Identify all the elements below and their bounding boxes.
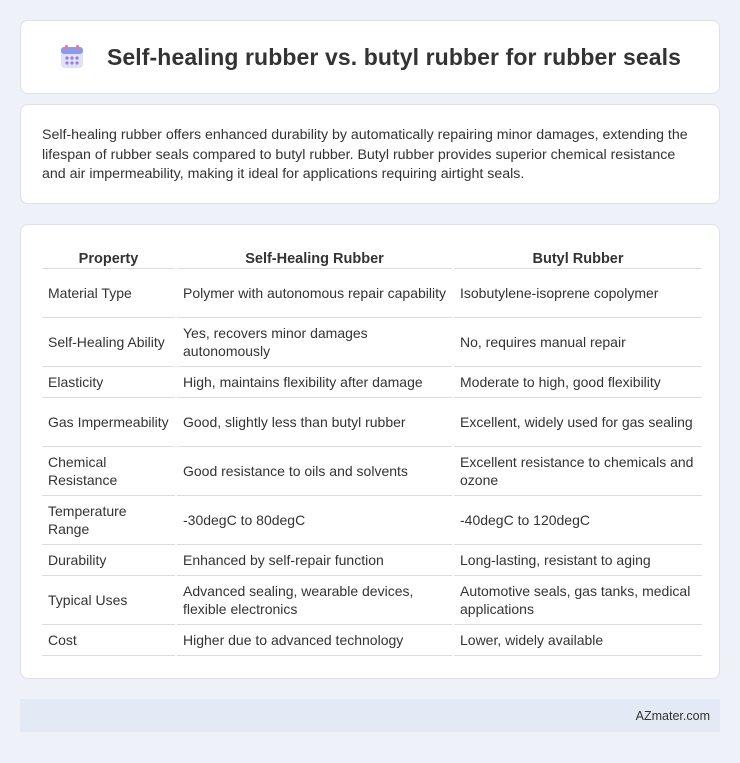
table-cell-property: Material Type	[42, 269, 175, 318]
table-row	[42, 545, 702, 576]
table-cell: Advanced sealing, wearable devices, flexible electronics	[177, 576, 452, 625]
table-cell: Automotive seals, gas tanks, medical applications	[454, 576, 702, 625]
table-cell: -40degC to 120degC	[454, 496, 702, 545]
table-cell-property: Elasticity	[42, 367, 175, 398]
table-cell-property: Gas Impermeability	[42, 398, 175, 447]
summary-card	[20, 104, 720, 204]
table-row	[42, 576, 702, 625]
table-cell: Lower, widely available	[454, 625, 702, 656]
table-cell-property: Self-Healing Ability	[42, 318, 175, 367]
comparison-table	[40, 245, 704, 656]
table-cell: -30degC to 80degC	[177, 496, 452, 545]
table-cell-property: Cost	[42, 625, 175, 656]
table-row	[42, 398, 702, 447]
table-cell: Good, slightly less than butyl rubber	[177, 398, 452, 447]
table-cell: Excellent, widely used for gas sealing	[454, 398, 702, 447]
table-cell-property: Typical Uses	[42, 576, 175, 625]
comparison-table-card	[20, 224, 720, 679]
table-cell-property: Durability	[42, 545, 175, 576]
table-cell-property: Chemical Resistance	[42, 447, 175, 496]
table-cell: No, requires manual repair	[454, 318, 702, 367]
table-row	[42, 318, 702, 367]
table-cell: Good resistance to oils and solvents	[177, 447, 452, 496]
column-header-butyl: Butyl Rubber	[454, 245, 702, 269]
table-row	[42, 625, 702, 656]
table-cell-property: Temperature Range	[42, 496, 175, 545]
column-header-property: Property	[42, 245, 175, 269]
page-title: Self-healing rubber vs. butyl rubber for rubber seals	[106, 43, 682, 70]
table-row	[42, 447, 702, 496]
footer-bar	[20, 699, 720, 732]
table-cell: Yes, recovers minor damages autonomously	[177, 318, 452, 367]
table-cell: Moderate to high, good flexibility	[454, 367, 702, 398]
table-row	[42, 367, 702, 398]
table-cell: Excellent resistance to chemicals and ozone	[454, 447, 702, 496]
table-row	[42, 269, 702, 318]
table-cell: Polymer with autonomous repair capability	[177, 269, 452, 318]
table-header-row	[42, 245, 702, 269]
table-cell: Isobutylene-isoprene copolymer	[454, 269, 702, 318]
column-header-self-healing: Self-Healing Rubber	[177, 245, 452, 269]
calendar-icon	[59, 44, 85, 70]
title-card	[20, 20, 720, 94]
table-cell: Higher due to advanced technology	[177, 625, 452, 656]
table-cell: Long-lasting, resistant to aging	[454, 545, 702, 576]
table-cell: High, maintains flexibility after damage	[177, 367, 452, 398]
table-row	[42, 496, 702, 545]
summary-text: Self-healing rubber offers enhanced durability by automatically repairing minor damages, extending the lifespan of rubber seals compared to butyl rubber. Butyl rubber provides superior chemical resistance and air impermeability, making it ideal for applications requiring airtight seals.	[42, 127, 688, 182]
footer-brand: AZmater.com	[635, 708, 710, 723]
table-cell: Enhanced by self-repair function	[177, 545, 452, 576]
